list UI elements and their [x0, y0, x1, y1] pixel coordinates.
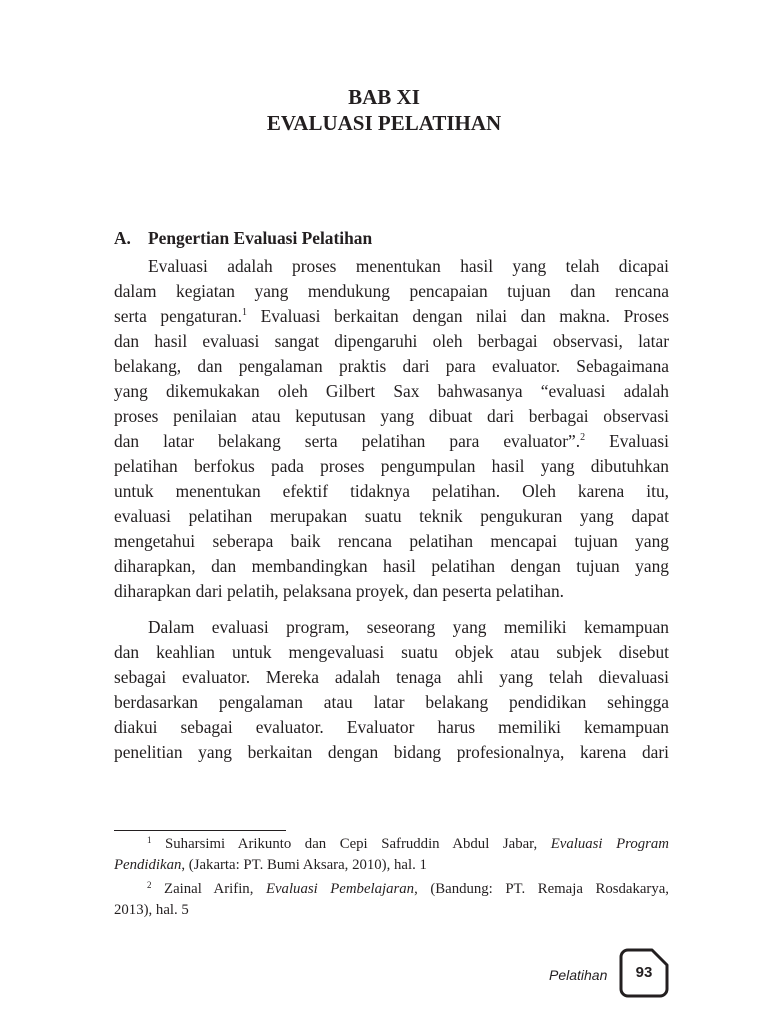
- section-heading: [114, 227, 372, 249]
- paragraph-line: dan keahlian untuk mengevaluasi suatu objek atau subjek disebut: [114, 642, 669, 662]
- chapter-heading: [0, 84, 768, 136]
- chapter-label: BAB XI: [348, 85, 420, 109]
- footnote-book-title: Pendidikan: [114, 857, 182, 873]
- paragraph-line: [114, 429, 669, 454]
- paragraph-line: mengetahui seberapa baik rencana pelatihan mencapai tujuan yang: [114, 531, 669, 551]
- paragraph-line: diakui sebagai evaluator. Evaluator harus memiliki kemampuan: [114, 717, 669, 737]
- paragraph-line: penelitian yang berkaitan dengan bidang profesionalnya, karena dari: [114, 742, 669, 762]
- footnote-book-title: Evaluasi Pembelajaran: [265, 881, 415, 897]
- paragraph-line: berdasarkan pengalaman atau latar belakang pendidikan sehingga: [114, 692, 669, 712]
- paragraph-line: sebagai evaluator. Mereka adalah tenaga ahli yang telah dievaluasi: [114, 667, 669, 687]
- paragraph-line: diharapkan dari pelatih, pelaksana proyek, dan peserta pelatihan.: [114, 581, 565, 601]
- page-number: 93: [635, 964, 653, 981]
- footnote-text: Zainal Arifin,: [151, 881, 266, 897]
- footnote-1: [114, 834, 669, 876]
- paragraph-line: pelatihan berfokus pada proses pengumpulan hasil yang dibutuhkan: [114, 456, 669, 476]
- chapter-title: EVALUASI PELATIHAN: [266, 111, 502, 135]
- footnote-text: , (Bandung: PT. Remaja Rosdakarya,: [414, 881, 669, 897]
- footnote-text: Suharsimi Arikunto dan Cepi Safruddin Abdul Jabar,: [151, 836, 551, 852]
- footnote-line: [114, 879, 669, 900]
- footnote-book-title: Evaluasi Program: [550, 836, 669, 852]
- paragraph-line: dan hasil evaluasi sangat dipengaruhi oleh berbagai observasi, latar: [114, 331, 669, 351]
- footnote-divider: [114, 830, 286, 831]
- section-title: Pengertian Evaluasi Pelatihan: [148, 228, 373, 248]
- footnote-line: [114, 834, 669, 855]
- footnote-ref-2[interactable]: 2: [580, 432, 586, 443]
- footnote-mark: 2: [147, 880, 152, 890]
- paragraph-line: yang dikemukakan oleh Gilbert Sax bahwasanya “evaluasi adalah: [114, 381, 669, 401]
- footnotes: [114, 834, 669, 924]
- paragraph-line: untuk menentukan efektif tidaknya pelatihan. Oleh karena itu,: [114, 481, 669, 501]
- footnote-ref-1[interactable]: 1: [242, 307, 248, 318]
- page-number-badge: [619, 948, 669, 998]
- section-number: A.: [114, 228, 131, 248]
- paragraph-line: [114, 304, 669, 329]
- paragraph-2: [114, 615, 669, 765]
- running-footer-label: Pelatihan: [549, 967, 608, 983]
- footnote-line: 2013), hal. 5: [114, 902, 189, 918]
- footnote-mark: 1: [147, 835, 152, 845]
- paragraph-line: belakang, dan pengalaman praktis dari para evaluator. Sebagaimana: [114, 356, 669, 376]
- paragraph-line-text: Evaluasi: [585, 431, 669, 451]
- paragraph-line-text: dan latar belakang serta pelatihan para evaluator”.: [114, 431, 581, 451]
- paragraph-line: Evaluasi adalah proses menentukan hasil yang telah dicapai: [148, 256, 669, 276]
- paragraph-line: Dalam evaluasi program, seseorang yang memiliki kemampuan: [148, 617, 669, 637]
- paragraph-1: [114, 254, 669, 604]
- paragraph-line-text: serta pengaturan.: [114, 306, 243, 326]
- footnote-line: [114, 855, 669, 876]
- footnote-2: [114, 879, 669, 921]
- paragraph-line-text: Evaluasi berkaitan dengan nilai dan makna. Proses: [247, 306, 669, 326]
- paragraph-line: dalam kegiatan yang mendukung pencapaian tujuan dan rencana: [114, 281, 669, 301]
- paragraph-line: evaluasi pelatihan merupakan suatu teknik pengukuran yang dapat: [114, 506, 669, 526]
- footnote-text: , (Jakarta: PT. Bumi Aksara, 2010), hal. 1: [181, 857, 427, 873]
- paragraph-line: proses penilaian atau keputusan yang dibuat dari berbagai observasi: [114, 406, 669, 426]
- paragraph-line: diharapkan, dan membandingkan hasil pelatihan dengan tujuan yang: [114, 556, 669, 576]
